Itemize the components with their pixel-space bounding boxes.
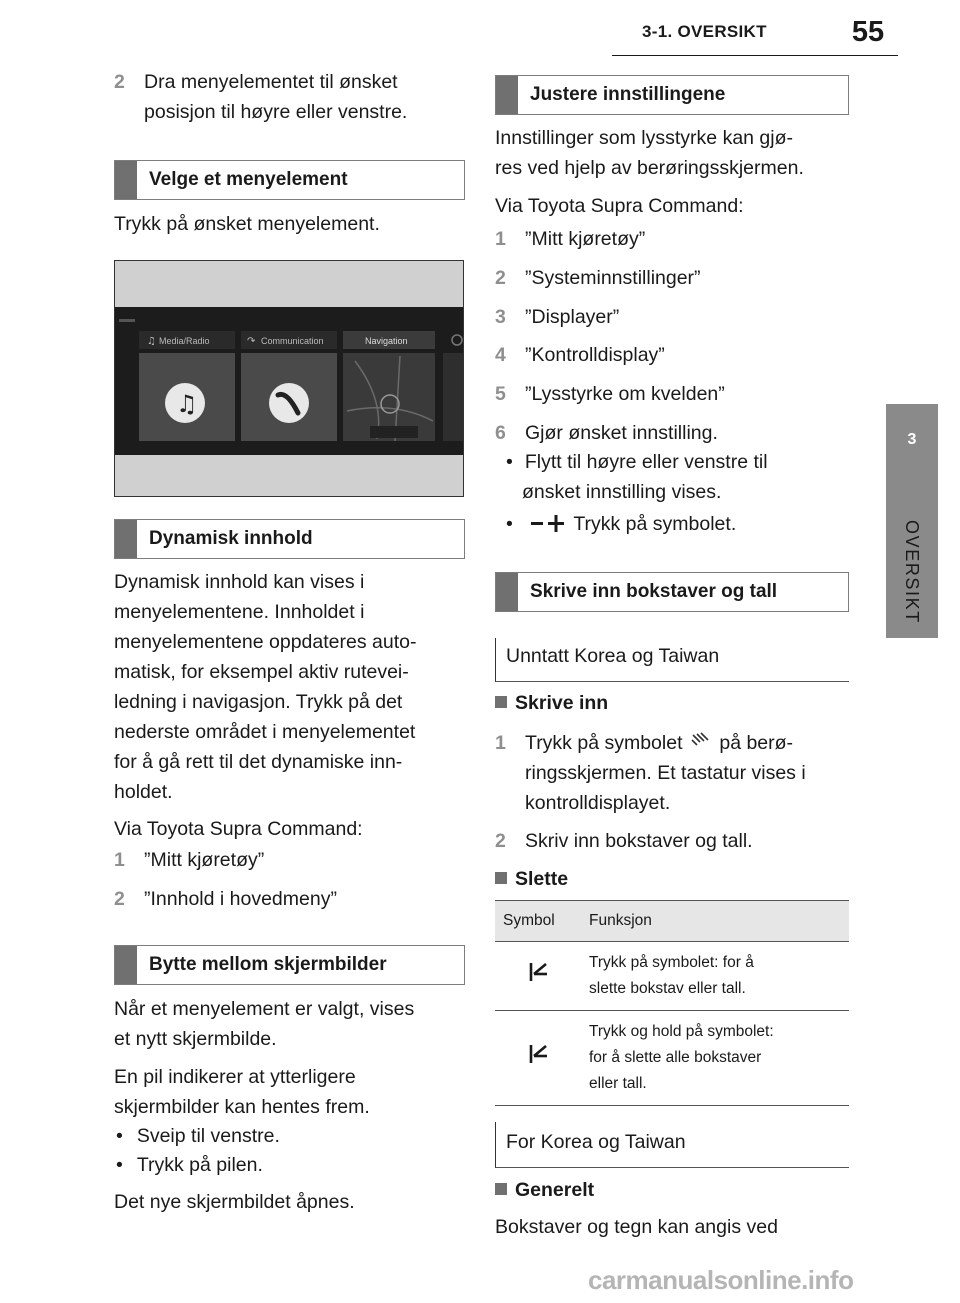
minus-plus-icon [528, 512, 568, 532]
menu-screenshot-graphic [115, 261, 464, 497]
paragraph-line: Dynamisk innhold kan vises i [114, 571, 365, 593]
paragraph-line: menyelementene. Innholdet i [114, 601, 365, 623]
svg-text:↷: ↷ [247, 336, 256, 347]
table-header: Funksjon [581, 901, 849, 942]
symbol-table [495, 900, 849, 1106]
tab-media: Media/Radio [159, 336, 210, 346]
section-heading-velge: Velge et menyelement [114, 160, 465, 200]
paragraph-line: Det nye skjermbildet åpnes. [114, 1191, 355, 1213]
svg-text:♫: ♫ [147, 336, 156, 347]
region-note: For Korea og Taiwan [495, 1122, 849, 1168]
paragraph-line: En pil indikerer at ytterligere [114, 1066, 356, 1088]
subheading-skrive-inn: Skrive inn [495, 692, 608, 715]
table-cell: Trykk og hold på symbolet: for å slette alle bokstaver eller tall. [581, 1011, 849, 1106]
section-heading-skrive: Skrive inn bokstaver og tall [495, 572, 849, 612]
bullet-item-cont: ønsket innstilling vises. [522, 481, 722, 503]
via-line: Via Toyota Supra Command: [114, 818, 363, 840]
backspace-icon [495, 1011, 581, 1106]
paragraph-line: Innstillinger som lysstyrke kan gjø- [495, 127, 794, 149]
step-text-cont: kontrolldisplayet. [525, 792, 671, 814]
paragraph-line: Bokstaver og tegn kan angis ved [495, 1216, 778, 1238]
paragraph: Trykk på ønsket menyelement. [114, 213, 380, 235]
paragraph-line: nederste området i menyelementet [114, 721, 416, 743]
paragraph-line: skjermbilder kan hentes frem. [114, 1096, 370, 1118]
section-heading-bytte: Bytte mellom skjermbilder [114, 945, 465, 985]
via-line: Via Toyota Supra Command: [495, 195, 744, 217]
region-note: Unntatt Korea og Taiwan [495, 638, 849, 682]
step-number: 2 [114, 71, 125, 93]
svg-text:♫: ♫ [176, 390, 198, 418]
tab-navigation: Navigation [365, 336, 408, 346]
section-title: 3-1. OVERSIKT [642, 22, 767, 41]
backspace-icon [495, 942, 581, 1011]
step-text: Dra menyelementet til ønsket [144, 71, 398, 93]
paragraph-line: for å gå rett til det dynamiske inn- [114, 751, 403, 773]
paragraph-line: matisk, for eksempel aktiv rutevei- [114, 661, 409, 683]
keyboard-icon [688, 730, 714, 750]
table-header: Symbol [495, 901, 581, 942]
header-rule [612, 55, 898, 56]
chapter-tab-label: OVERSIKT [902, 520, 922, 624]
paragraph-line: res ved hjelp av berøringsskjermen. [495, 157, 804, 179]
chapter-tab-number: 3 [907, 431, 917, 448]
table-cell: Trykk på symbolet: for å slette bokstav eller tall. [581, 942, 849, 1011]
tab-communication: Communication [261, 336, 324, 346]
paragraph-line: et nytt skjermbilde. [114, 1028, 277, 1050]
section-heading-justere: Justere innstillingene [495, 75, 849, 115]
paragraph-line: Når et menyelement er valgt, vises [114, 998, 415, 1020]
paragraph-line: holdet. [114, 781, 173, 803]
watermark: carmanualsonline.info [588, 1265, 854, 1295]
paragraph-line: ledning i navigasjon. Trykk på det [114, 691, 403, 713]
table-row [495, 942, 849, 1011]
bullet-item: • Flytt til høyre eller venstre til [506, 451, 768, 473]
paragraph-line: menyelementene oppdateres auto- [114, 631, 417, 653]
page-number: 55 [851, 16, 885, 48]
section-heading-dynamisk: Dynamisk innhold [114, 519, 465, 559]
step-text-cont: ringsskjermen. Et tastatur vises i [525, 762, 806, 784]
subheading-generelt: Generelt [495, 1179, 594, 1202]
subheading-slette: Slette [495, 868, 568, 891]
table-row [495, 1011, 849, 1106]
bullet-item: • Trykk på pilen. [116, 1154, 263, 1176]
step-text-cont: posisjon til høyre eller venstre. [144, 101, 408, 123]
bullet-item: • Trykk på symbolet. [506, 513, 737, 535]
menu-screenshot [114, 260, 464, 497]
bullet-item: • Sveip til venstre. [116, 1125, 280, 1147]
